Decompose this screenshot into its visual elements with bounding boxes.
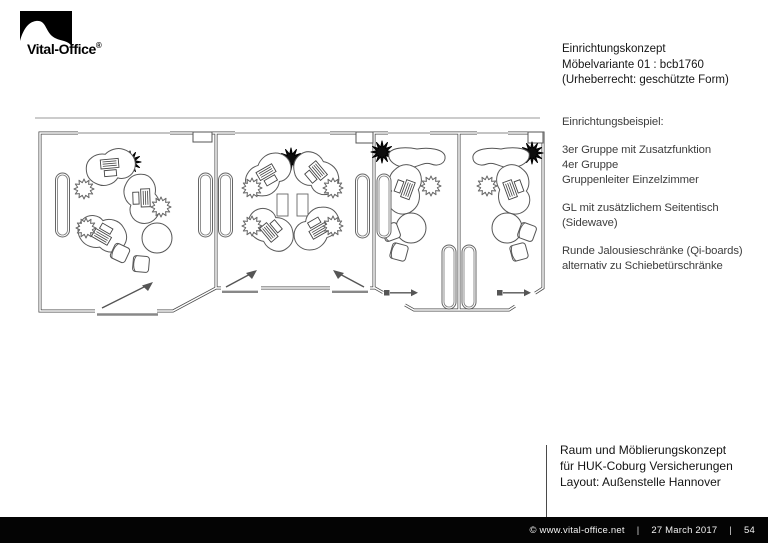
info-line: 4er Gruppe (562, 159, 619, 171)
qi-board-cabinet-icon (56, 173, 70, 237)
project-description-block (560, 442, 733, 490)
round-table-icon (396, 213, 426, 243)
info-heading: Einrichtungsbeispiel: (562, 116, 664, 128)
registered-mark: ® (95, 41, 102, 50)
info-line: Runde Jalousieschränke (Qi-boards) (562, 245, 743, 257)
project-block-divider (546, 445, 547, 517)
info-paragraph (562, 201, 743, 231)
footer-copyright-url: © www.vital-office.net (529, 524, 625, 536)
visitor-chair-icon (389, 242, 409, 262)
project-line: für HUK-Coburg Versicherungen (560, 459, 733, 473)
info-line: Gruppenleiter Einzelzimmer (562, 174, 699, 186)
visitor-chair-icon (132, 255, 149, 272)
qi-board-cabinet-icon (377, 174, 391, 238)
footer-separator: | (729, 524, 733, 536)
office-chair-icon (421, 176, 441, 196)
office-chair-icon (74, 179, 94, 199)
title-line: (Urheberrecht: geschützte Form) (562, 74, 729, 86)
room-3er-gruppe (56, 145, 213, 273)
info-paragraph (562, 244, 743, 274)
footer-date: 27 March 2017 (651, 524, 718, 536)
room-4er-gruppe (219, 145, 370, 258)
concept-title-block (562, 42, 729, 89)
footer-page-number: 54 (744, 524, 755, 536)
qi-board-cabinet-icon (462, 245, 476, 309)
project-line: Raum und Möblierungskonzept (560, 443, 727, 457)
info-line: 3er Gruppe mit Zusatzfunktion (562, 144, 712, 156)
visitor-chair-icon (509, 242, 529, 262)
room-gruppenleiter-rechts (462, 142, 543, 309)
info-line: alternativ zu Schiebetürschränke (562, 260, 723, 272)
logo-brand-text: Vital-Office (27, 41, 96, 57)
project-line: Layout: Außenstelle Hannover (560, 475, 721, 489)
office-chair-icon (477, 176, 497, 196)
footer-bar (0, 517, 768, 543)
furnishing-example-block (562, 115, 743, 287)
room-gruppenleiter-links (371, 141, 456, 309)
qi-board-cabinet-icon (219, 173, 233, 237)
info-line: (Sidewave) (562, 217, 618, 229)
qi-board-cabinet-icon (199, 173, 213, 237)
info-paragraph (562, 143, 743, 188)
sidewave-table-icon (473, 148, 529, 168)
qi-board-cabinet-icon (442, 245, 456, 309)
title-line: Möbelvariante 01 : bcb1760 (562, 58, 704, 71)
title-line: Einrichtungskonzept (562, 43, 666, 55)
round-table-icon (142, 223, 172, 253)
sidewave-table-icon (389, 148, 445, 168)
footer-separator: | (636, 524, 640, 536)
qi-board-cabinet-icon (356, 174, 370, 238)
desk-icon (493, 162, 534, 217)
info-line: GL mit zusätzlichem Seitentisch (562, 202, 719, 214)
round-table-icon (492, 213, 522, 243)
